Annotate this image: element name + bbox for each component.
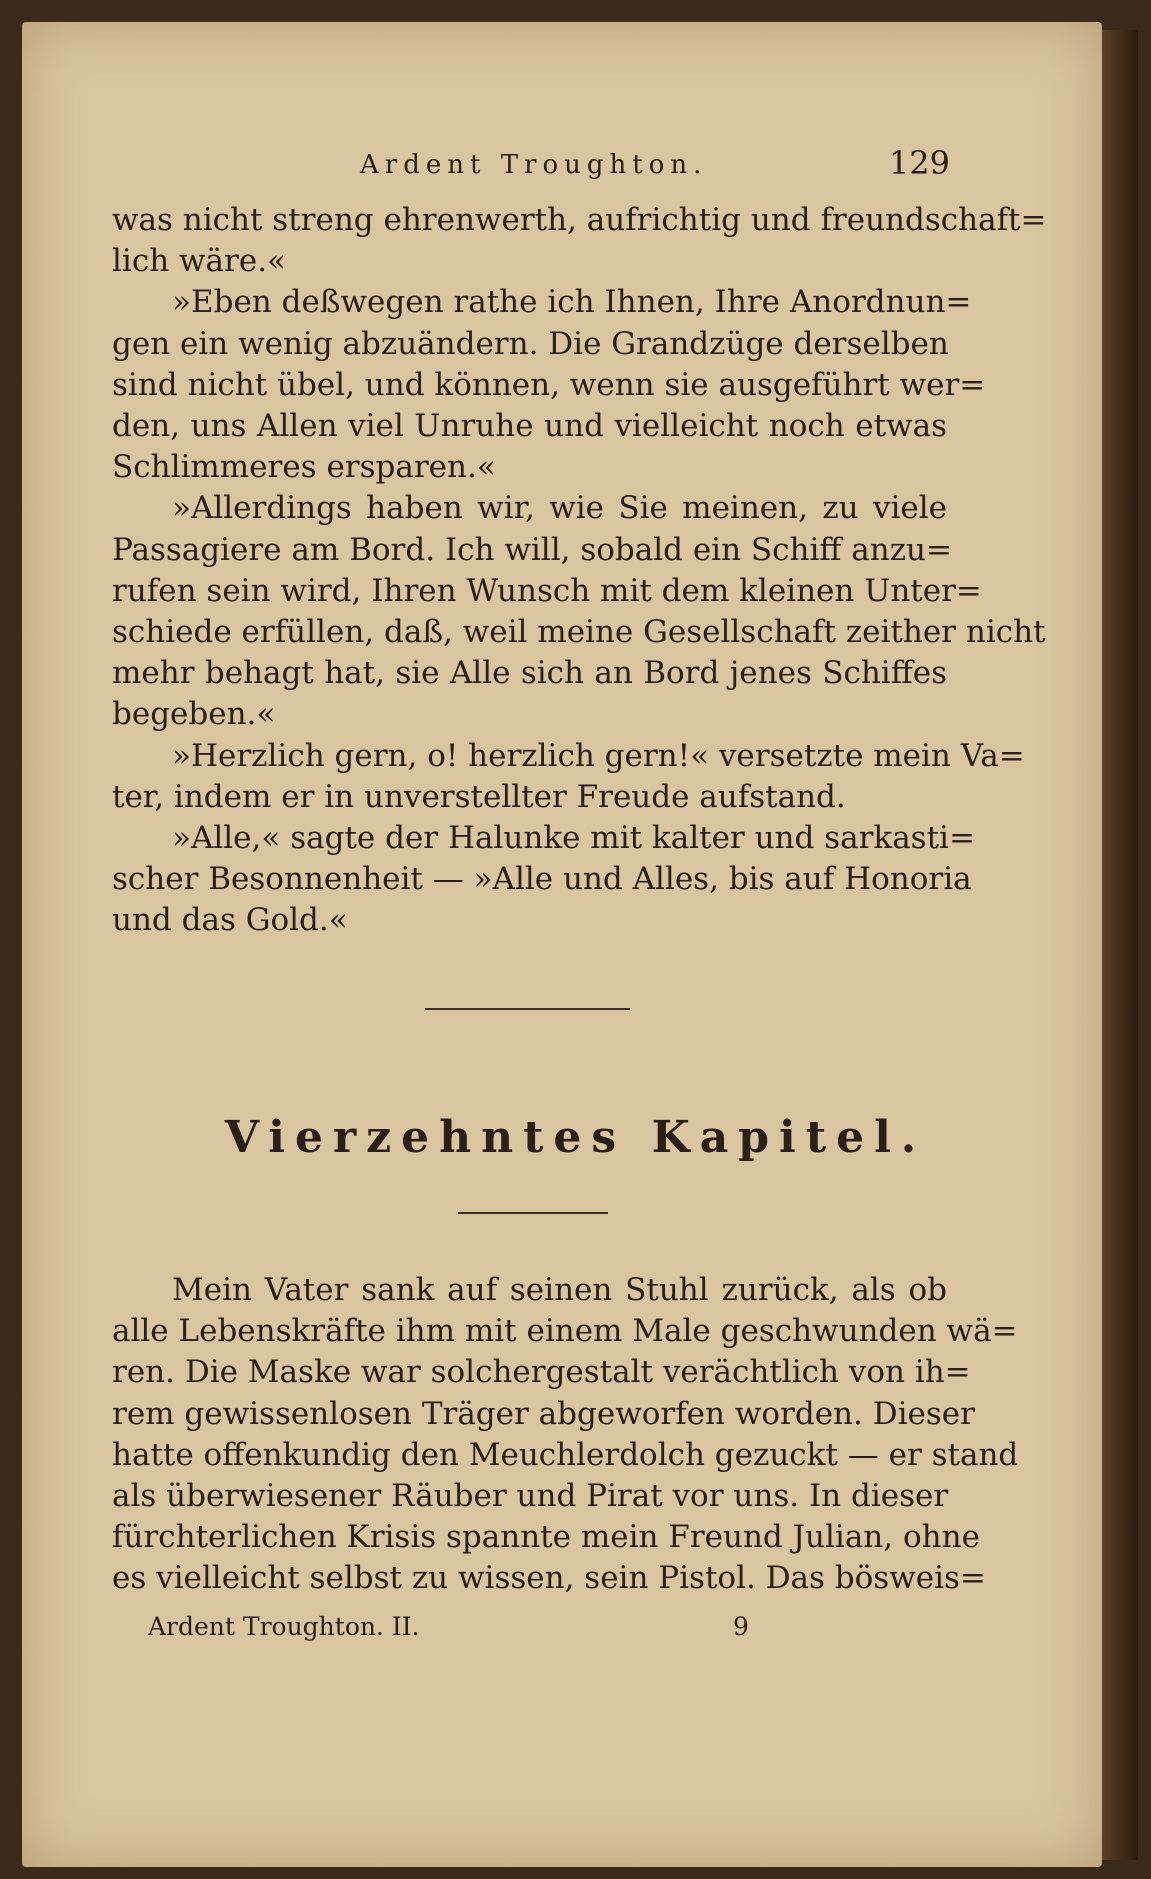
text-line: rufen sein wird, Ihren Wunsch mit dem kleinen Unter= [112, 572, 982, 609]
text-line: Passagiere am Bord. Ich will, sobald ein Schiff anzu= [112, 531, 952, 568]
text-line: ter, indem er in unverstellter Freude aufstand. [112, 778, 846, 815]
divider-rule [425, 1008, 630, 1010]
text-line: »Herzlich gern, o! herzlich gern!« versetzte mein Va= [172, 737, 1025, 774]
text-line: begeben.« [112, 696, 276, 733]
text-line: den, uns Allen viel Unruhe und vielleicht noch etwas [112, 408, 947, 445]
chapter-text [112, 1270, 1019, 1600]
book-spine [1102, 30, 1138, 1860]
text-line: Schlimmeres ersparen.« [112, 449, 496, 486]
text-line: rem gewissenlosen Träger abgeworfen worden. Dieser [112, 1395, 975, 1432]
text-line: sind nicht übel, und können, wenn sie ausgeführt wer= [112, 366, 986, 403]
body-text [112, 200, 1047, 942]
text-line: mehr behagt hat, sie Alle sich an Bord jenes Schiffes [112, 655, 947, 692]
divider-rule [458, 1212, 608, 1214]
text-line: schiede erfüllen, daß, weil meine Gesellschaft zeither nicht [112, 614, 1046, 651]
page-number: 129 [888, 144, 950, 182]
page-footer [148, 1612, 848, 1652]
text-line: fürchterlichen Krisis spannte mein Freund Julian, ohne [112, 1519, 980, 1556]
text-line: was nicht streng ehrenwerth, aufrichtig und freundschaft= [112, 202, 1047, 238]
text-line: und das Gold.« [112, 902, 348, 939]
text-line: als überwiesener Räuber und Pirat vor uns. In dieser [112, 1478, 949, 1515]
text-line: ren. Die Maske war solchergestalt verächtlich von ih= [112, 1354, 971, 1391]
text-line: »Eben deßwegen rathe ich Ihnen, Ihre Anordnun= [172, 284, 972, 321]
text-line: »Alle,« sagte der Halunke mit kalter und sarkasti= [172, 820, 975, 857]
text-line: alle Lebenskräfte ihm mit einem Male geschwunden wä= [112, 1313, 1018, 1350]
footer-title: Ardent Troughton. II. [148, 1612, 420, 1641]
signature-mark: 9 [733, 1612, 749, 1641]
running-header [110, 140, 950, 190]
running-title: Ardent Troughton. [360, 150, 708, 180]
text-line: »Allerdings haben wir, wie Sie meinen, zu viele [172, 490, 947, 527]
text-line: gen ein wenig abzuändern. Die Grandzüge derselben [112, 325, 949, 362]
chapter-heading: Vierzehntes Kapitel. [224, 1112, 927, 1163]
text-line: lich wäre.« [112, 243, 287, 280]
text-line: Mein Vater sank auf seinen Stuhl zurück, als ob [172, 1272, 947, 1308]
text-line: scher Besonnenheit — »Alle und Alles, bis auf Honoria [112, 861, 972, 898]
text-line: es vielleicht selbst zu wissen, sein Pistol. Das bösweis= [112, 1560, 986, 1597]
text-line: hatte offenkundig den Meuchlerdolch gezuckt — er stand [112, 1436, 1019, 1473]
